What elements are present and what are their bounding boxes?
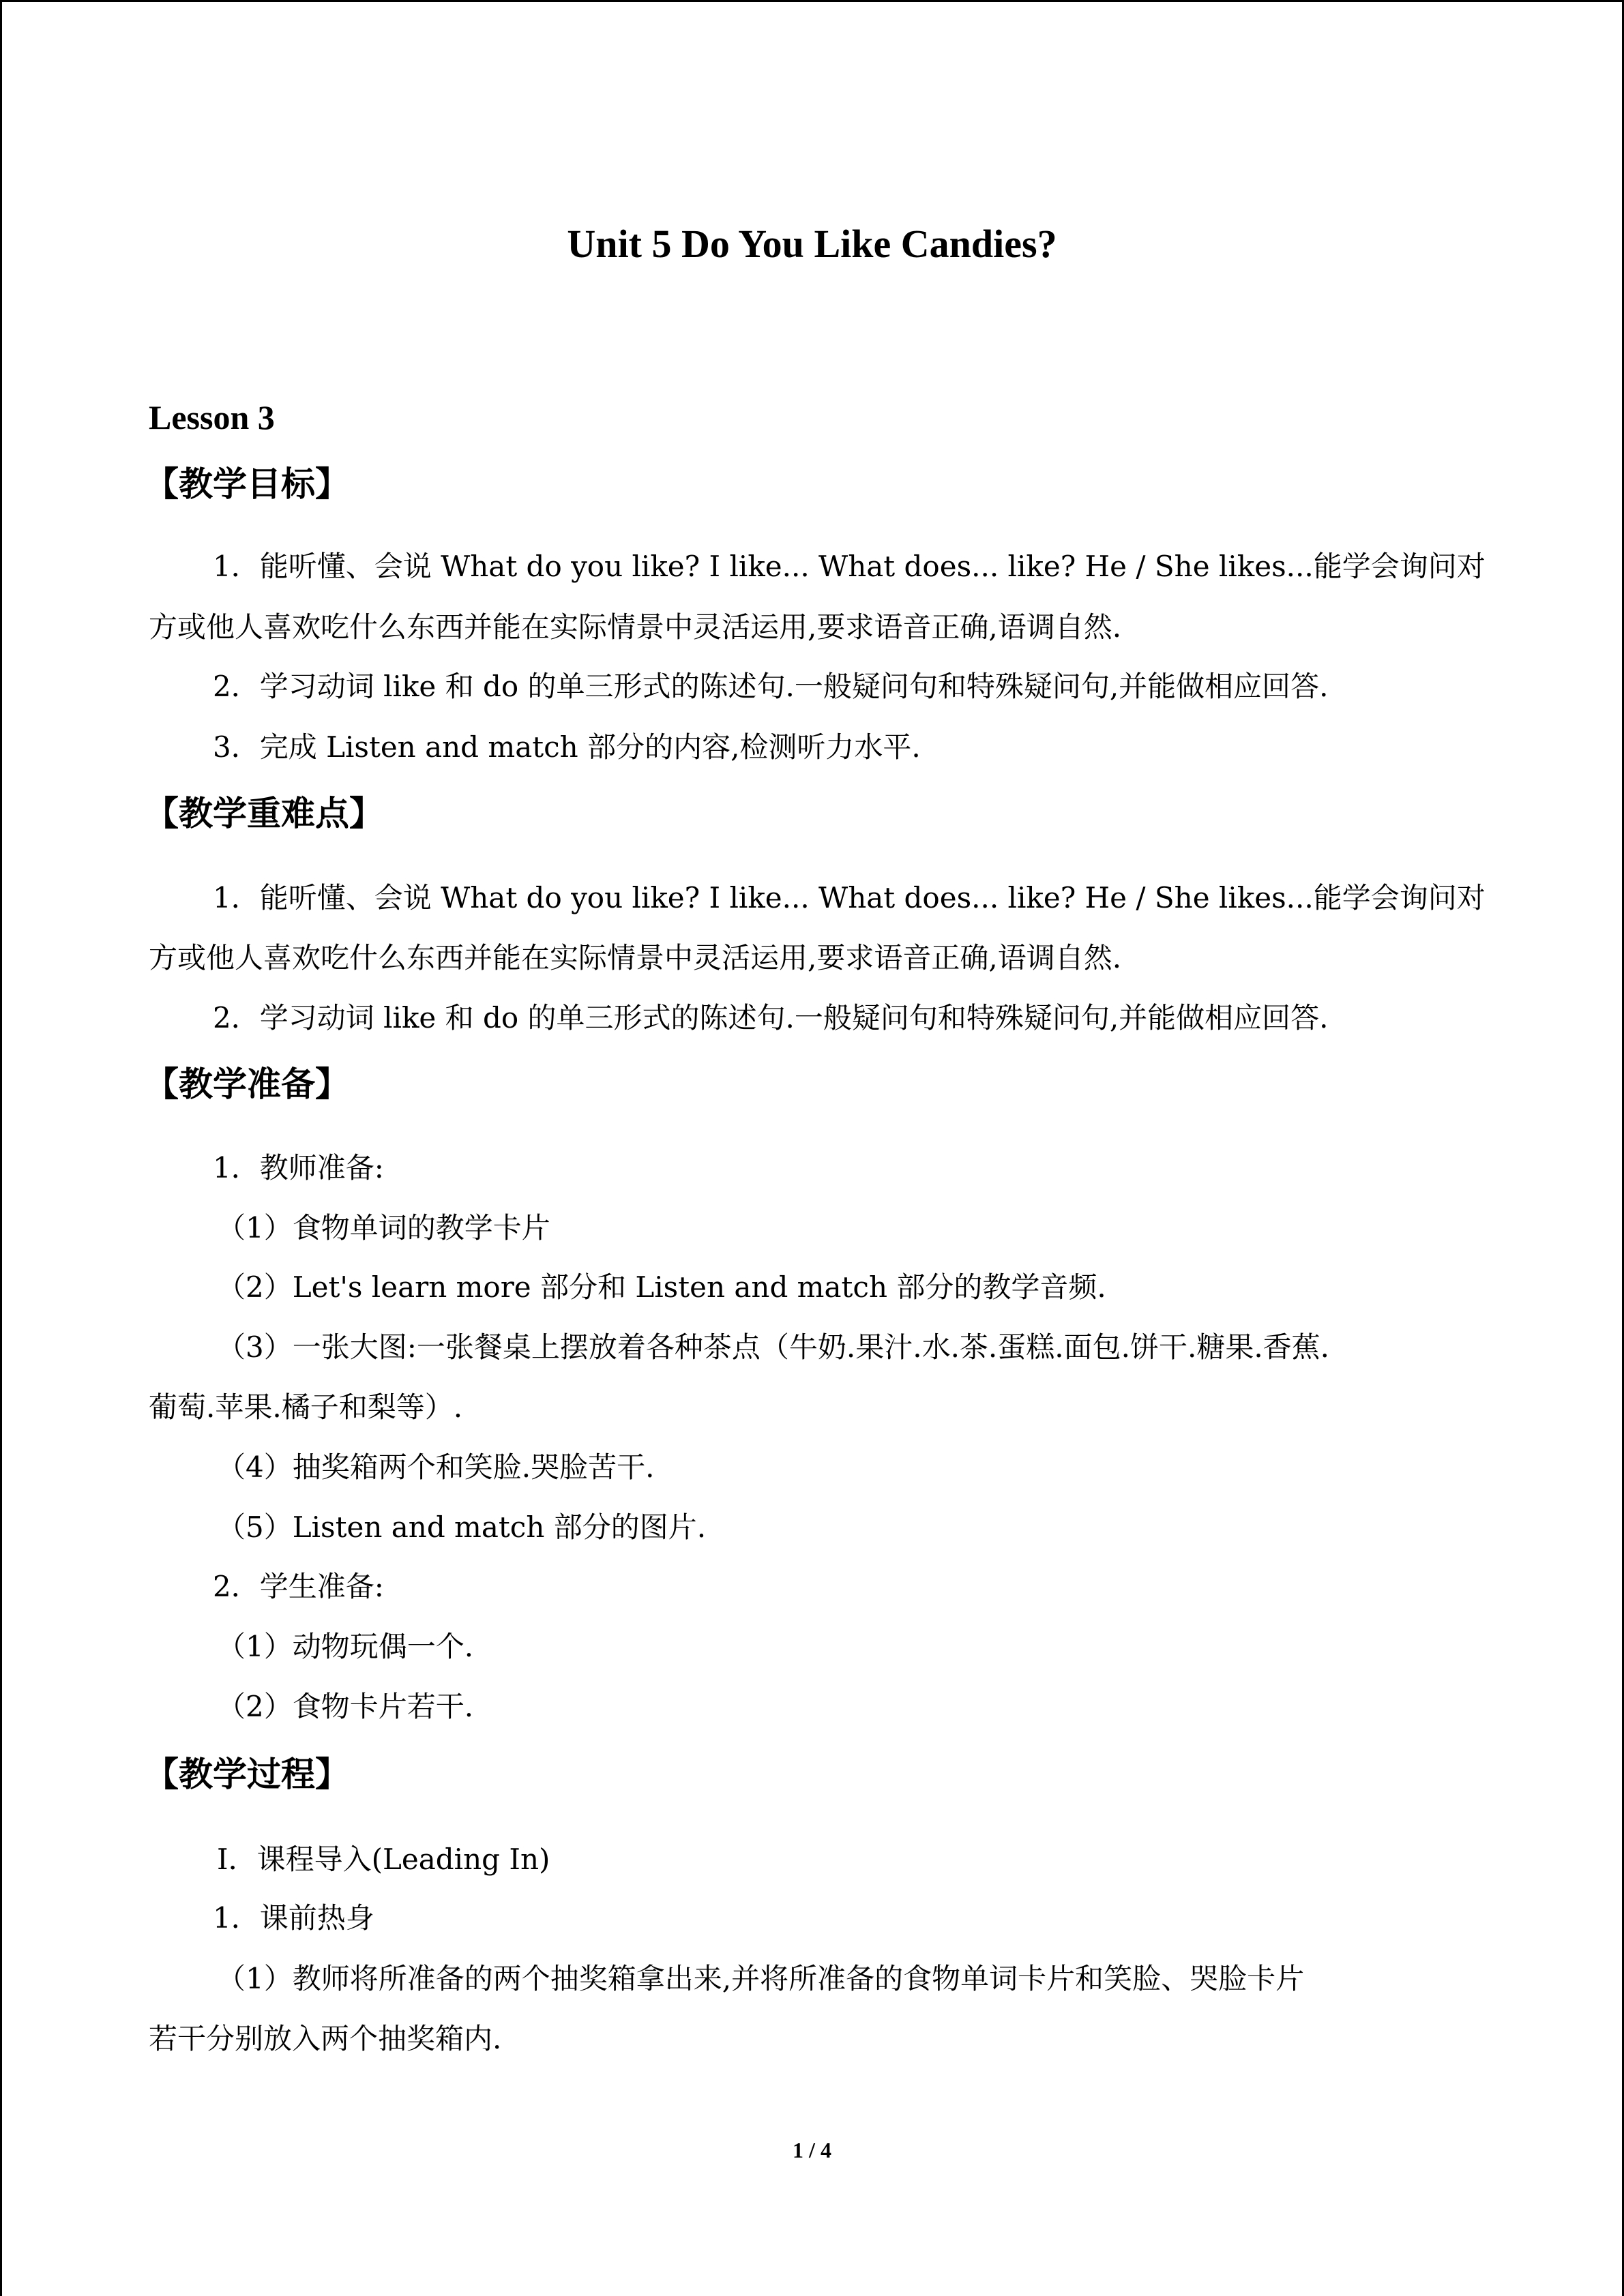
goal-item-2: 2．学习动词 like 和 do 的单三形式的陈述句.一般疑问句和特殊疑问句,并能做相应回答. xyxy=(213,670,1329,703)
process-part-1: Ⅰ．课程导入(Leading In) xyxy=(217,1843,550,1876)
prep-teacher-item-5: （5）Listen and match 部分的图片. xyxy=(217,1510,707,1544)
heading-teaching-goals: 【教学目标】 xyxy=(145,464,349,504)
key-point-2: 2．学习动词 like 和 do 的单三形式的陈述句.一般疑问句和特殊疑问句,并能做相应回答. xyxy=(213,1001,1329,1034)
prep-teacher-item-3-line-1: （3）一张大图:一张餐桌上摆放着各种茶点（牛奶.果汁.水.茶.蛋糕.面包.饼干.糖果.香蕉. xyxy=(217,1330,1330,1364)
prep-student-item-2: （2）食物卡片若干. xyxy=(217,1690,474,1723)
prep-teacher-item-2: （2）Let's learn more 部分和 Listen and match 部分的教学音频. xyxy=(217,1270,1106,1304)
heading-key-points: 【教学重难点】 xyxy=(145,794,383,833)
heading-teaching-process: 【教学过程】 xyxy=(145,1755,349,1794)
heading-preparation: 【教学准备】 xyxy=(145,1064,349,1104)
key-point-1-line-1: 1．能听懂、会说 What do you like? I like... What does... like? He / She likes...能学会询问对 xyxy=(213,881,1486,914)
page-number: 1 / 4 xyxy=(793,2138,831,2162)
prep-teacher: 1．教师准备: xyxy=(213,1151,384,1184)
page-border-top xyxy=(0,0,1624,2)
prep-student: 2．学生准备: xyxy=(213,1570,384,1603)
process-step-1-line-2: 若干分别放入两个抽奖箱内. xyxy=(149,2022,502,2055)
document-title: Unit 5 Do You Like Candies? xyxy=(567,222,1057,266)
key-point-1-line-2: 方或他人喜欢吃什么东西并能在实际情景中灵活运用,要求语音正确,语调自然. xyxy=(149,941,1122,974)
prep-teacher-item-4: （4）抽奖箱两个和笑脸.哭脸苦干. xyxy=(217,1450,655,1484)
prep-teacher-item-1: （1）食物单词的教学卡片 xyxy=(217,1211,550,1244)
prep-teacher-item-3-line-2: 葡萄.苹果.橘子和梨等）. xyxy=(149,1390,463,1424)
process-step-1-line-1: （1）教师将所准备的两个抽奖箱拿出来,并将所准备的食物单词卡片和笑脸、哭脸卡片 xyxy=(217,1962,1305,1995)
lesson-label: Lesson 3 xyxy=(149,398,275,436)
goal-item-1-line-2: 方或他人喜欢吃什么东西并能在实际情景中灵活运用,要求语音正确,语调自然. xyxy=(149,610,1122,644)
prep-student-item-1: （1）动物玩偶一个. xyxy=(217,1630,474,1663)
goal-item-1-line-1: 1．能听懂、会说 What do you like? I like... What does... like? He / She likes...能学会询问对 xyxy=(213,550,1486,583)
process-warmup: 1．课前热身 xyxy=(213,1901,374,1935)
goal-item-3: 3．完成 Listen and match 部分的内容,检测听力水平. xyxy=(213,730,921,764)
page-border-left xyxy=(0,0,2,2296)
